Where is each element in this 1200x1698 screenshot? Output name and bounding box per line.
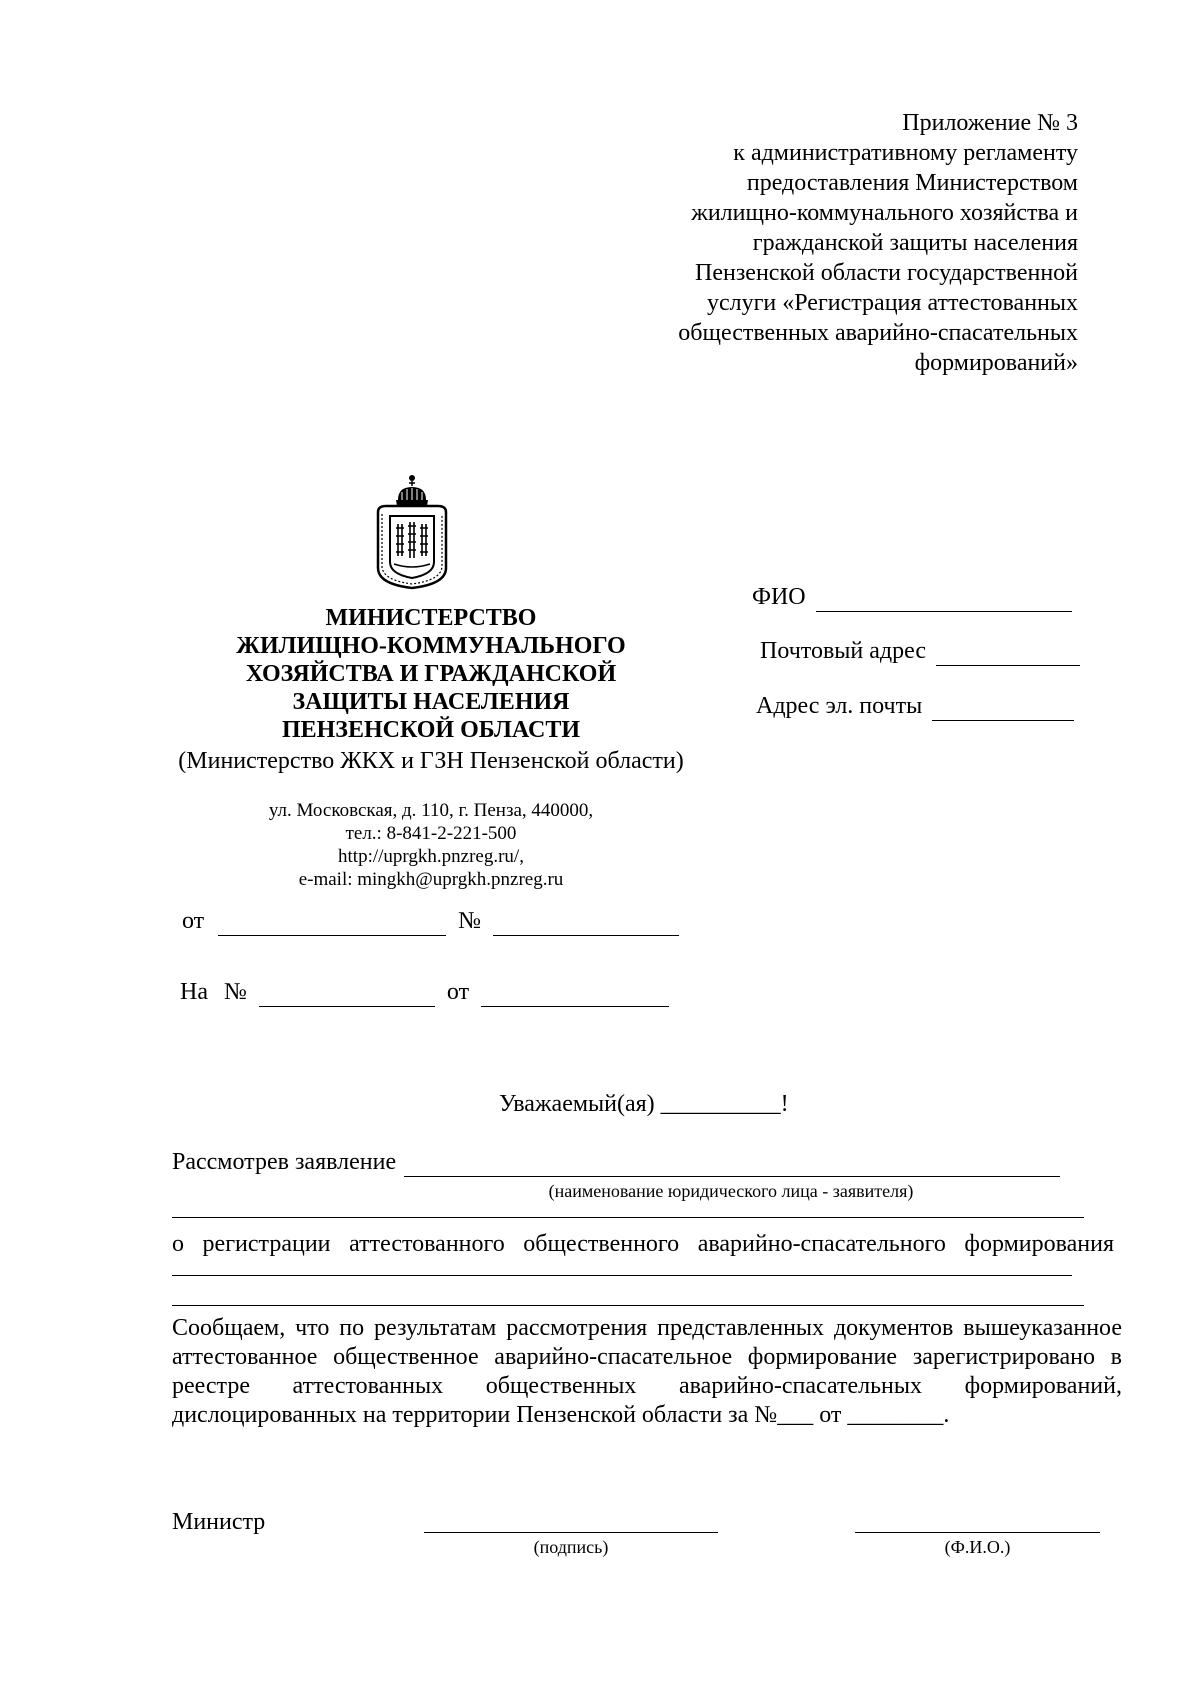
recipient-fio-blank[interactable]	[816, 589, 1072, 612]
outgoing-number-label: №	[458, 908, 482, 934]
recipient-postal-label: Почтовый адрес	[760, 638, 927, 664]
in-reply-row	[180, 977, 669, 1007]
appendix-header	[578, 108, 1078, 378]
ministry-name-line: ЗАЩИТЫ НАСЕЛЕНИЯ	[292, 689, 570, 715]
ministry-phone: тел.: 8-841-2-221-500	[345, 823, 517, 844]
paragraph-line: реестре аттестованных общественных аварийно-спасательных формирований,	[172, 1373, 1122, 1399]
ministry-contacts	[160, 799, 702, 891]
appendix-line: услуги «Регистрация аттестованных	[706, 290, 1078, 316]
applicant-note: (наименование юридического лица - заявителя)	[548, 1181, 914, 1201]
coat-of-arms-icon	[372, 472, 452, 590]
appendix-line: Приложение № 3	[902, 110, 1078, 136]
outgoing-number-blank[interactable]	[493, 913, 679, 936]
ministry-address: ул. Московская, д. 110, г. Пенза, 440000,	[268, 800, 594, 821]
recipient-postal-row	[760, 636, 1080, 666]
appendix-line: Пензенской области государственной	[694, 260, 1078, 286]
subject-extra-line-2	[172, 1305, 1084, 1306]
in-reply-date-label: от	[446, 979, 470, 1005]
in-reply-number-blank[interactable]	[259, 984, 435, 1007]
ministry-short-name: (Министерство ЖКХ и ГЗН Пензенской области)	[178, 748, 684, 774]
ministry-email: e-mail: mingkh@uprgkh.pnzreg.ru	[298, 869, 564, 890]
ministry-name-line: ХОЗЯЙСТВА И ГРАЖДАНСКОЙ	[245, 661, 617, 687]
signatory-fio-line[interactable]	[855, 1532, 1100, 1533]
considered-label: Рассмотрев заявление	[172, 1149, 397, 1175]
outgoing-date-label: от	[182, 908, 205, 934]
outgoing-registration-row	[182, 906, 679, 936]
recipient-email-blank[interactable]	[932, 698, 1074, 721]
appendix-line: гражданской защиты населения	[752, 230, 1078, 256]
appendix-line: общественных аварийно-спасательных	[678, 320, 1078, 346]
paragraph-line: аттестованное общественное аварийно-спасательное формирование зарегистрировано в	[172, 1344, 1122, 1370]
salutation: Уважаемый(ая) __________!	[499, 1091, 789, 1117]
considered-row	[172, 1147, 1060, 1177]
ministry-name-line: МИНИСТЕРСТВО	[325, 605, 537, 631]
paragraph-line: дислоцированных на территории Пензенской области за №___ от ________.	[172, 1402, 950, 1428]
ministry-block	[160, 604, 702, 776]
ministry-website: http://uprgkh.pnzreg.ru/,	[338, 846, 524, 867]
recipient-email-label: Адрес эл. почты	[756, 693, 923, 719]
ministry-name-line: ЖИЛИЩНО-КОММУНАЛЬНОГО	[236, 633, 626, 659]
appendix-line: предоставления Министерством	[746, 170, 1078, 196]
recipient-fio-row	[752, 582, 1072, 612]
in-reply-label: На	[180, 979, 208, 1005]
recipient-fio-label: ФИО	[752, 584, 806, 610]
paragraph-line: Сообщаем, что по результатам рассмотрения представленных документов вышеуказанное	[172, 1315, 1122, 1341]
subject-line: о регистрации аттестованного общественного аварийно-спасательного формирования	[172, 1231, 1114, 1257]
recipient-email-row	[756, 691, 1074, 721]
applicant-extra-line	[172, 1217, 1084, 1218]
appendix-line: к административному регламенту	[733, 140, 1078, 166]
appendix-line: жилищно-коммунального хозяйства и	[691, 200, 1078, 226]
in-reply-number-label: №	[223, 979, 247, 1005]
in-reply-date-blank[interactable]	[481, 984, 669, 1007]
signature-note: (подпись)	[533, 1537, 609, 1557]
subject-extra-line	[172, 1275, 1072, 1276]
appendix-line: формирований»	[914, 350, 1078, 376]
outgoing-date-blank[interactable]	[218, 913, 446, 936]
applicant-name-blank[interactable]	[404, 1154, 1060, 1177]
signature-line[interactable]	[424, 1532, 718, 1533]
result-paragraph	[172, 1314, 1122, 1430]
ministry-name-line: ПЕНЗЕНСКОЙ ОБЛАСТИ	[281, 717, 581, 743]
recipient-postal-blank[interactable]	[936, 643, 1080, 666]
fio-note: (Ф.И.О.)	[944, 1537, 1011, 1557]
signatory-position: Министр	[172, 1509, 266, 1535]
